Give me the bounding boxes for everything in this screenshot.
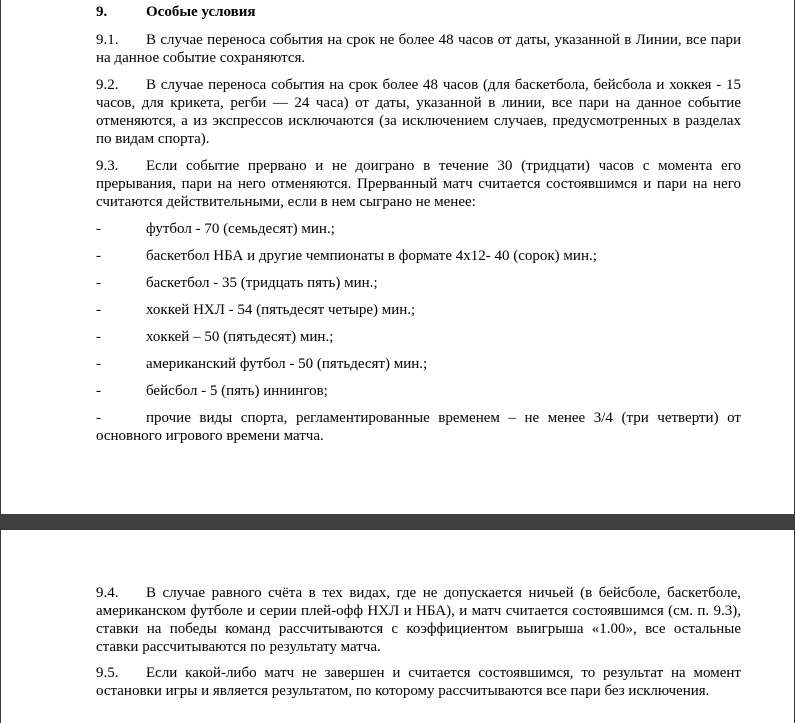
section-heading bbox=[96, 3, 741, 21]
paragraph-number: 9.5. bbox=[96, 665, 119, 681]
paragraph-text: В случае равного счёта в тех видах, где не допускается ничьей (в бейсболе, баскетболе, американском футболе и серии плей-офф НХЛ и НБА), и матч считается состоявшимся (см. п. 9.3), ставки на победы команд рассчитываются с коэффициентом выигрыша «1.00», все остальные ставки рассчитываются по результату матча. bbox=[96, 585, 741, 655]
section-title: Особые условия bbox=[146, 4, 256, 20]
paragraph-number: 9.3. bbox=[96, 158, 119, 174]
list-dash: - bbox=[96, 275, 101, 291]
paragraph-9-4 bbox=[96, 584, 741, 656]
list-item-text: баскетбол НБА и другие чемпионаты в формате 4х12- 40 (сорок) мин.; bbox=[146, 248, 597, 264]
page-2-content bbox=[96, 584, 741, 709]
list-item bbox=[96, 274, 741, 292]
paragraph-9-1 bbox=[96, 31, 741, 67]
list-dash: - bbox=[96, 356, 101, 372]
page-separator bbox=[0, 514, 795, 529]
page-1-content bbox=[96, 3, 741, 454]
list-item bbox=[96, 247, 741, 265]
list-item-text: футбол - 70 (семьдесят) мин.; bbox=[146, 221, 335, 237]
list-item bbox=[96, 220, 741, 238]
list-item-text: баскетбол - 35 (тридцать пять) мин.; bbox=[146, 275, 378, 291]
paragraph-9-2 bbox=[96, 76, 741, 148]
document-page-2 bbox=[0, 529, 795, 723]
list-dash: - bbox=[96, 221, 101, 237]
list-dash: - bbox=[96, 329, 101, 345]
list-dash: - bbox=[96, 302, 101, 318]
list-item bbox=[96, 355, 741, 373]
list-dash: - bbox=[96, 248, 101, 264]
paragraph-number: 9.1. bbox=[96, 32, 119, 48]
list-item bbox=[96, 382, 741, 400]
list-item bbox=[96, 301, 741, 319]
list-item bbox=[96, 409, 741, 445]
paragraph-number: 9.4. bbox=[96, 585, 119, 601]
list-item-text: прочие виды спорта, регламентированные временем – не менее 3/4 (три четверти) от основного игрового времени матча. bbox=[96, 410, 741, 444]
list-item-text: хоккей – 50 (пятьдесят) мин.; bbox=[146, 329, 334, 345]
list-item bbox=[96, 328, 741, 346]
paragraph-9-3 bbox=[96, 157, 741, 211]
paragraph-text: В случае переноса события на срок более 48 часов (для баскетбола, бейсбола и хоккея - 15 часов, для крикета, регби — 24 часа) от даты, указанной в линии, все пари на данное событие отменяются, а из экспрессов исключаются (за исключением случаев, предусмотренных в разделах по видам спорта). bbox=[96, 77, 741, 147]
paragraph-text: Если какой-либо матч не завершен и считается состоявшимся, то результат на момент остановки игры и является результатом, по которому рассчитываются все пари без исключения. bbox=[96, 665, 741, 699]
list-item-text: бейсбол - 5 (пять) иннингов; bbox=[146, 383, 328, 399]
paragraph-9-5 bbox=[96, 664, 741, 700]
list-dash: - bbox=[96, 383, 101, 399]
paragraph-number: 9.2. bbox=[96, 77, 119, 93]
list-item-text: американский футбол - 50 (пятьдесят) мин.; bbox=[146, 356, 428, 372]
list-item-text: хоккей НХЛ - 54 (пятьдесят четыре) мин.; bbox=[146, 302, 416, 318]
paragraph-text: Если событие прервано и не доиграно в течение 30 (тридцати) часов с момента его прерывания, пари на него отменяются. Прерванный матч считается состоявшимся и пари на него считаются действительными, если в нем сыграно не менее: bbox=[96, 158, 741, 210]
paragraph-text: В случае переноса события на срок не более 48 часов от даты, указанной в Линии, все пари на данное событие сохраняются. bbox=[96, 32, 741, 66]
section-number: 9. bbox=[96, 4, 108, 20]
list-dash: - bbox=[96, 410, 101, 426]
